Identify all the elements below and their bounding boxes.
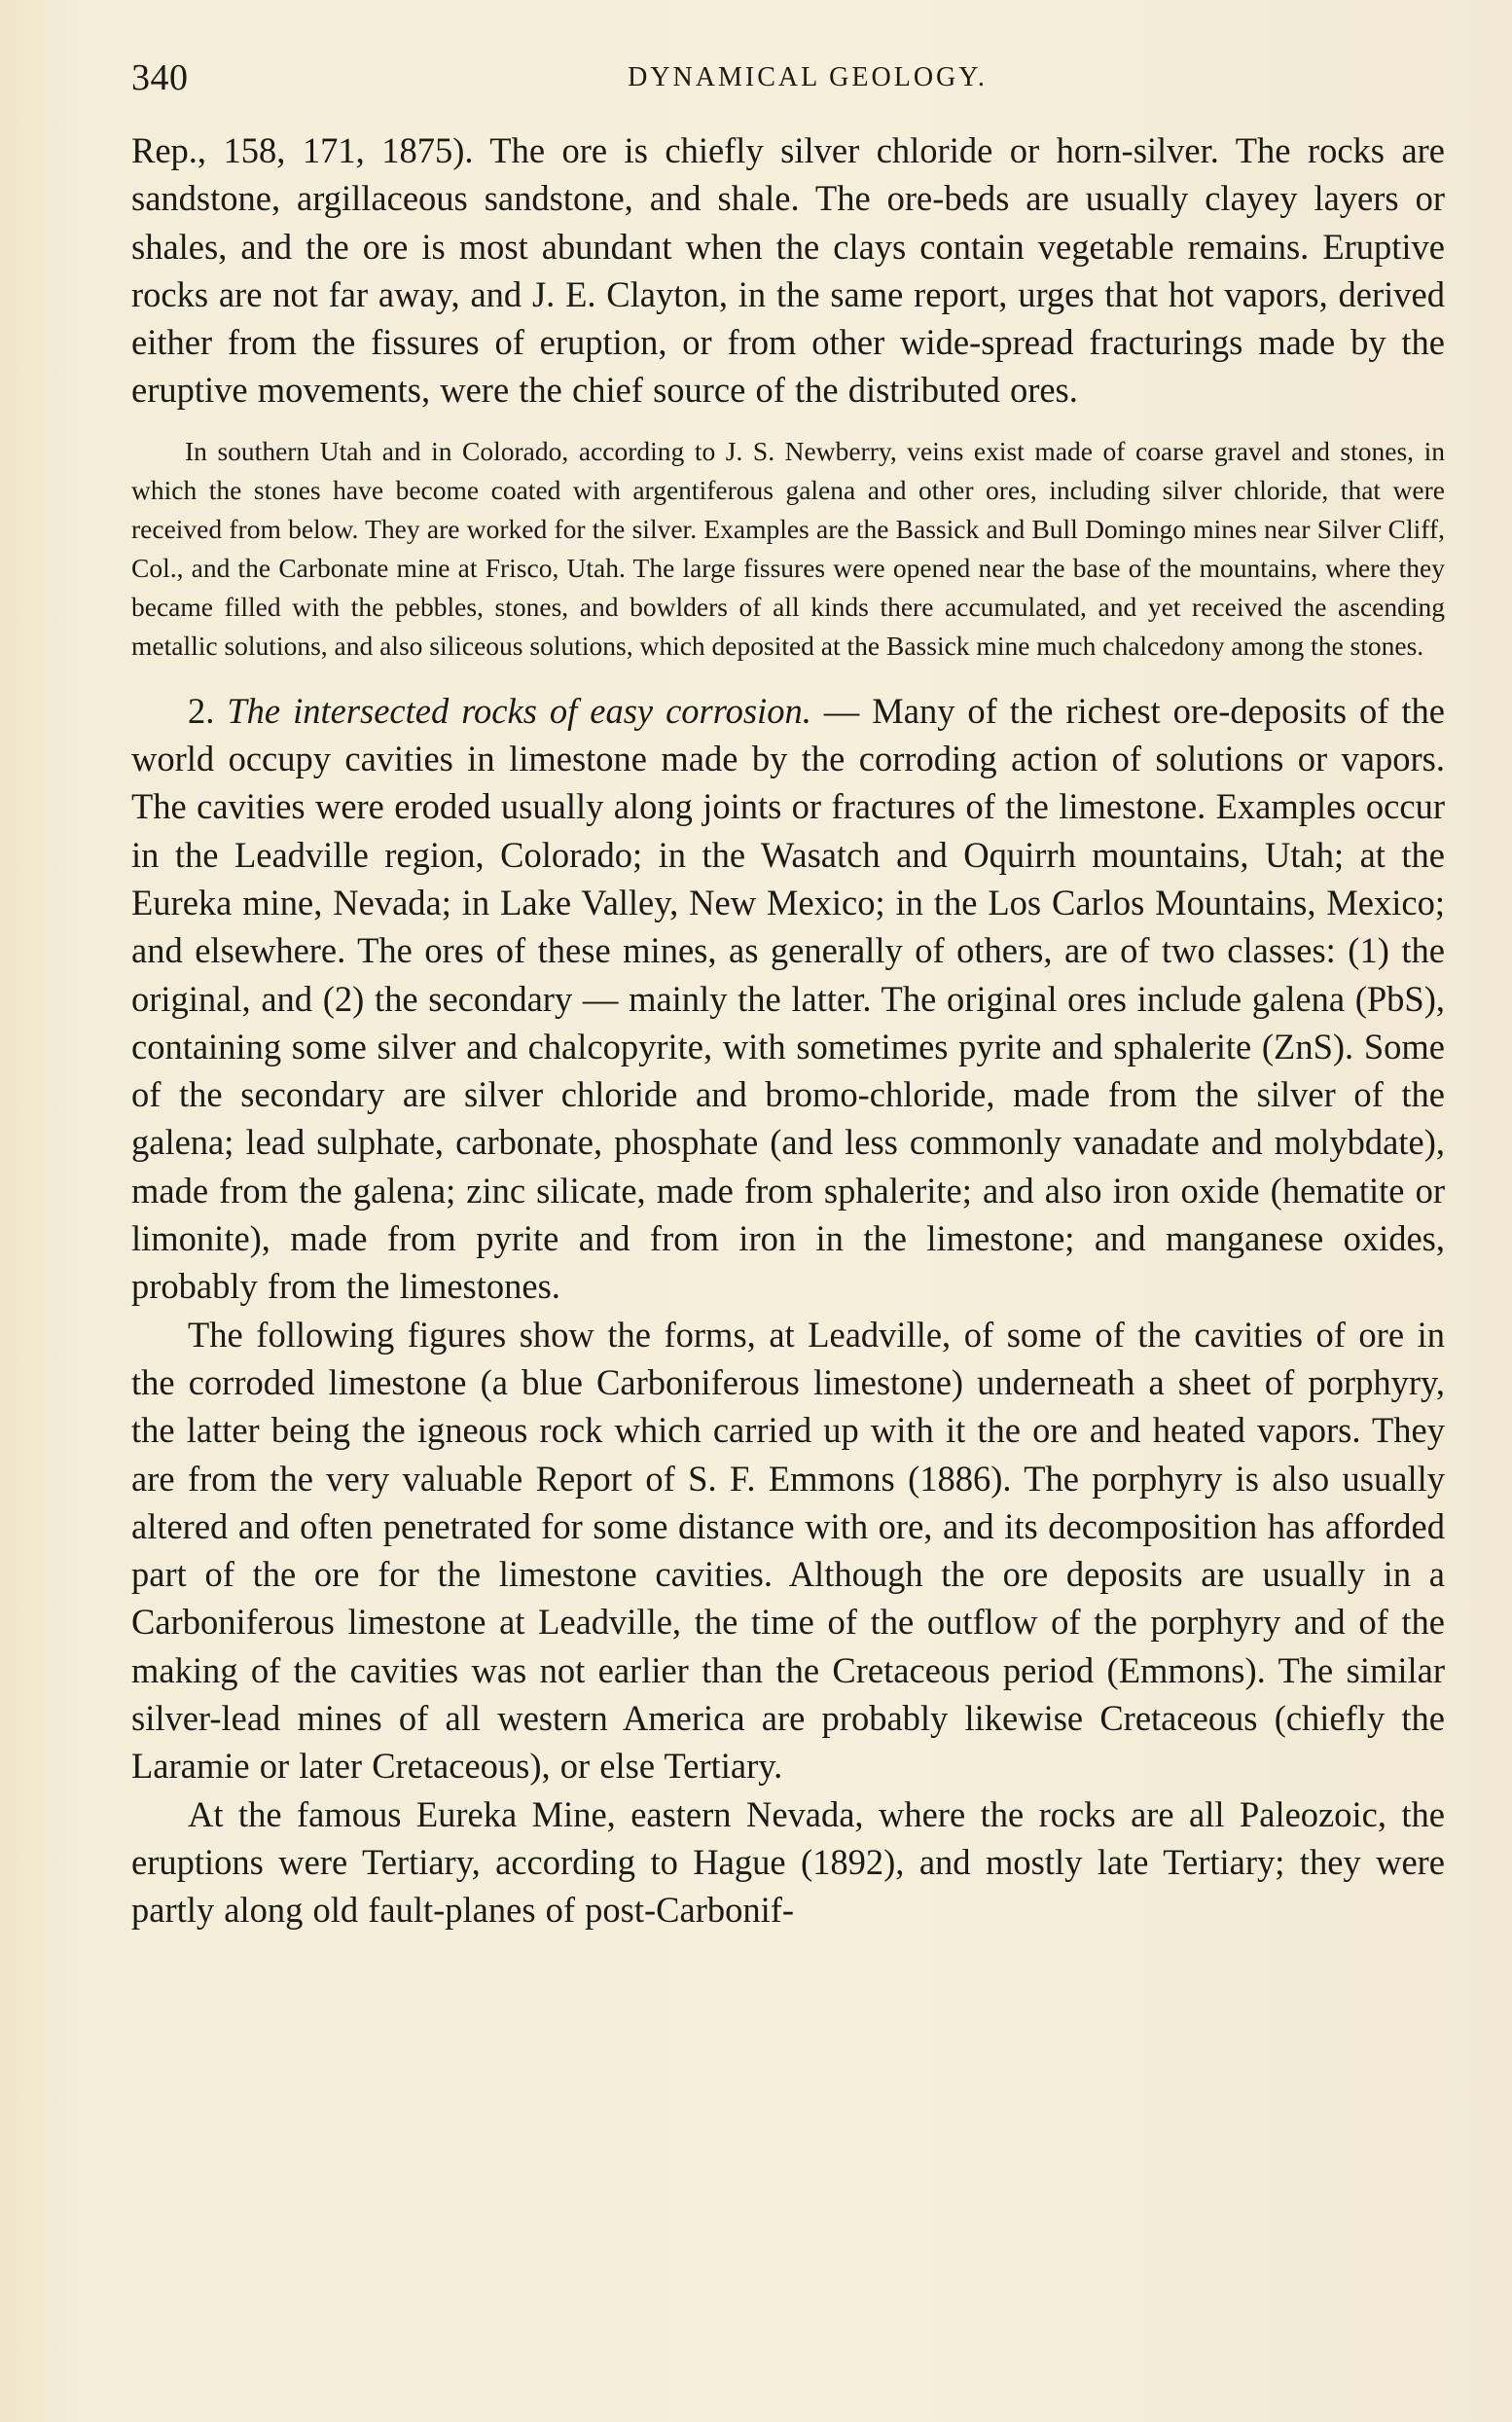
paragraph-continued: Rep., 158, 171, 1875). The ore is chiefly silver chloride or horn-silver. The rocks are sandstone, argillaceous sandstone, and shale. The ore-beds are usually clayey layers or shales, and the ore is most abundant when the clays contain vegetable remains. Eruptive rocks are not far away, and J. E. Clayton, in the same report, urges that hot vapors, derived either from the fissures of eruption, or from other wide-spread fracturings made by the eruptive movements, were the chief source of the distributed ores. bbox=[131, 130, 1445, 411]
paragraph-leadville: The following figures show the forms, at Leadville, of some of the cavities of ore in the corroded limestone (a blue Carboniferous limestone) underneath a sheet of porphyry, the latter being the igneous rock which carried up with it the ore and heated vapors. They are from the very valuable Report of S. F. Emmons (1886). The porphyry is also usually altered and often penetrated for some distance with ore, and its decomposition has afforded part of the ore for the limestone cavities. Although the ore deposits are usually in a Carboniferous limestone at Leadville, the time of the outflow of the porphyry and of the making of the cavities was not earlier than the Cretaceous period (Emmons). The similar silver-lead mines of all western America are probably likewise Cretaceous (chiefly the Laramie or later Cretaceous), or else Tertiary. bbox=[131, 1314, 1445, 1787]
page-body bbox=[131, 127, 1445, 1934]
section-paragraph bbox=[131, 687, 1445, 1311]
section-heading: The intersected rocks of easy corrosion. bbox=[227, 690, 811, 731]
paragraph-eureka: At the famous Eureka Mine, eastern Nevada, where the rocks are all Paleozoic, the eruptions were Tertiary, according to Hague (1892), and mostly late Tertiary; they were partly along old fault-planes of post-Carbonif- bbox=[131, 1793, 1445, 1931]
running-title: DYNAMICAL GEOLOGY. bbox=[628, 62, 988, 92]
page-number: 340 bbox=[131, 57, 189, 98]
section-number: 2. bbox=[188, 690, 215, 731]
small-print-paragraph: In southern Utah and in Colorado, according to J. S. Newberry, veins exist made of coarse gravel and stones, in which the stones have become coated with argentiferous galena and other ores, including silver chloride, that were received from below. They are worked for the silver. Examples are the Bassick and Bull Domingo mines near Silver Cliff, Col., and the Carbonate mine at Frisco, Utah. The large fissures were opened near the base of the mountains, where they became filled with the pebbles, stones, and bowlders of all kinds there accumulated, and yet received the ascending metallic solutions, and also siliceous solutions, which deposited at the Bassick mine much chalcedony among the stones. bbox=[131, 435, 1445, 661]
section-body: — Many of the richest ore-deposits of the world occupy cavities in limestone made by the corroding action of solutions or vapors. The cavities were eroded usually along joints or fractures of the limestone. Examples occur in the Leadville region, Colorado; in the Wasatch and Oquirrh mountains, Utah; at the Eureka mine, Nevada; in Lake Valley, New Mexico; in the Los Carlos Mountains, Mexico; and elsewhere. The ores of these mines, as generally of others, are of two classes: (1) the original, and (2) the secondary — mainly the latter. The original ores include galena (PbS), containing some silver and chalcopyrite, with sometimes pyrite and sphalerite (ZnS). Some of the secondary are silver chloride and bromo-chloride, made from the silver of the galena; lead sulphate, carbonate, phosphate (and less commonly vanadate and molybdate), made from the galena; zinc silicate, made from sphalerite; and also iron oxide (hematite or limonite), made from pyrite and from iron in the limestone; and manganese oxides, probably from the limestones. bbox=[131, 690, 1446, 1307]
page-header bbox=[131, 56, 1445, 105]
